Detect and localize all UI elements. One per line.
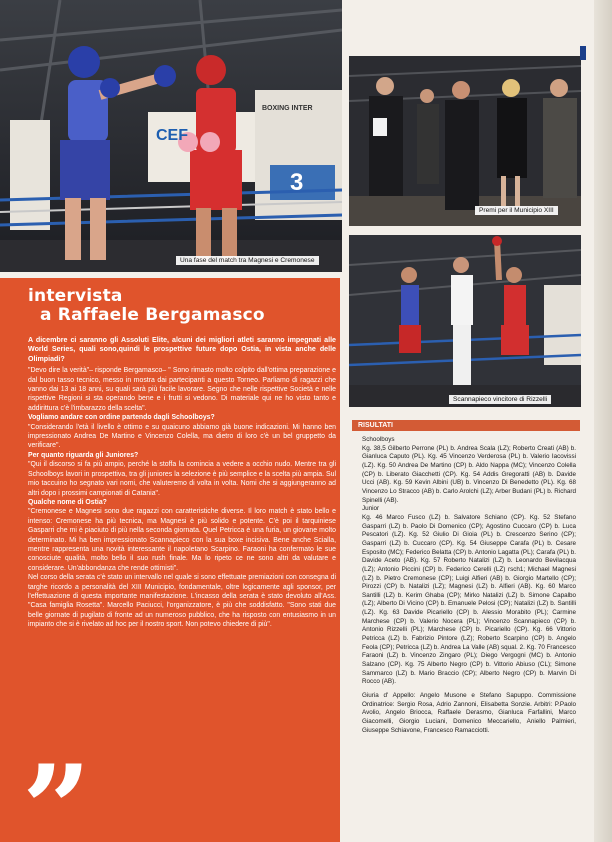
article-paragraph: "Qui il discorso si fa più ampio, perché la stoffa la comincia a vedere a occhio nudo. Mentre tra gli Schoolboys lavori in prospettiva, tra gli juniores la selezione è più semplice e la scelta più ampia. Sul mio taccuino ho segnato vari nomi, che valuteremo di volta in volta. Nomi che si aggiungeranno ad altri dopo i prossimi campionati di Catania". — [28, 461, 336, 497]
banner-text: CEF — [156, 127, 188, 144]
article-paragraph: "Cremonese e Magnesi sono due ragazzi con caratteristiche diverse. Il loro match è stato bello e intenso: Cremonese ha più tecnica, ma Magnesi è più solido e potente. C'è poi il tarquiniese Gasparri che mi è piaciuto di più nella seconda giornata. Quel Petricca è una furia, un giovane molto determinato. Mi ha ben impressionato Scannapieco con la sua boxe incisiva. Bene anche Scialla, mentre rappresenta una novità interessante il napoletano Scarpino. Faraoni ha confermato le sue conosciute qualità, molto bello il suo rush finale. Ma lo ripeto ce ne sono altri da valutare e considerare. Un'abbondanza che rende ottimisti". — [28, 508, 336, 572]
article-paragraph: "Considerando l'età il livello è ottimo e su quaicuno abbiamo già buone indicazioni. Mi hanno ben impressionato Andrea De Martino e Vincenzo Colella, ma dietro di loro c'è un bel gruppetto da verificare". — [28, 423, 336, 450]
main-photo-scene — [0, 0, 342, 272]
awards-photo-scene — [349, 56, 581, 226]
main-photo-caption: Una fase del match tra Magnesi e Cremonese — [176, 256, 319, 265]
article-question: Vogliamo andare con ordine partendo dagli Schoolboys? — [28, 414, 215, 422]
article-paragraph: "Devo dire la verità"– risponde Bergamasco– " Sono rimasto molto colpito dall'ottima preparazione e dal buon tasso tecnico, messo in mostra dai partecipanti a questo Torneo. Parliamo di ragazzi che vanno dai 13 ai 18 anni, su quali sarà più facile lavorare. Segno che nelle rispettive Società e nelle rispettive Regioni si sta operando bene e i frutti si vedono. Di materiale qui ne ho visto tanto e addirittura c'è l'imbarazzo della scelta". — [28, 367, 336, 412]
article-question: Qualche nome di Ostia? — [28, 498, 107, 506]
results-entries: Kg. 46 Marco Fusco (LZ) b. Salvatore Schiano (CP). Kg. 52 Stefano Gasparri (LZ) b. Paolo Di Domenico (CP); Agostino Cuccaro (CP) b. Luca Pescatori (LZ). Kg. 52 Giulio Di Gioia (PL) b. Crescenzo Serino (CP); Gasparri (LZ) b. Cuccaro (CP). Kg. 54 Giuseppe Carafa (PL) b. Cesare Esposito (MC); Federico Belatta (CP) b. Antonio Lagatta (PL); Carafa (PL) b. Davide Aceto (AB). Kg. 57 Roberto Natalizi (LZ) b. Leonardo Bevilacqua (LZ); Antonio Piccini (CP) b. Federico Cerelli (LZ) rsch1; Michael Magnesi (LZ) b. Pietro Cremonese (CP); Luigi Alfieri (AB) b. Giorgio Martello (CP); Pirozzi (CP) b. Natalizi (LZ); Magnesi (LZ) b. Alfieri (AB). Kg. 60 Marco Santilli (LZ) b. Kerim Ghaba (CP); Mirko Natalizi (LZ) b. Simone Capalbo (LZ); Alberto Di Vicino (CP) b. Emanuele Pelosi (CP); Natalizi (LZ) b. Santilli (LZ). Kg. 63 Davide Picariello (CP) b. Alessio Morabito (PL); Carmine Marchese (CP) b. Valerio Nocera (PL); Vincenzo Scannapieco (CP) b. Antonio Rizzelli (PL); Marchese (CP) b. Picariello (CP). Kg. 66 Vittorio Petricca (LZ) b. Fabrizio Pintore (LZ); Roberto Scarpino (CP) b. Angelo Feola (CP); Petricca (LZ) b. Andrea La Valle (AB) squal. 2. Kg. 70 Francesco Faraoni (LZ) b. Vincenzo Zingaro (PL); Diego Vergogni (MC) b. Antonio Salzano (CP). Kg. 75 Alberto Negro (CP) b. Vittorio Abiuso (CL); Simone Sammarco (LZ) b. Mario Braccio (CP); Alberto Negro (CP) b. Marvin Di Rocco (AB). — [362, 513, 576, 686]
results-category: Junior — [362, 505, 380, 513]
page-tab-marker — [580, 46, 586, 60]
page-edge — [594, 0, 612, 842]
winner-photo — [349, 235, 581, 407]
article-question: Per quanto riguarda gli Juniores? — [28, 451, 139, 459]
article-title-line2: a Raffaele Bergamasco — [40, 305, 265, 325]
winner-photo-caption: Scannapieco vincitore di Rizzelli — [449, 395, 551, 404]
results-category: Schoolboys — [362, 436, 395, 443]
closing-quote-icon: ” — [22, 739, 92, 842]
awards-photo — [349, 56, 581, 226]
article-title-line1: intervista — [28, 286, 123, 306]
winner-photo-scene — [349, 235, 581, 407]
article-body — [28, 336, 336, 630]
awards-photo-caption: Premi per il Municipio XIII — [475, 206, 558, 215]
main-photo — [0, 0, 342, 272]
article-paragraph: Nel corso della serata c'è stato un intervallo nel quale si sono effettuate premiazioni con consegna di targhe ricordo a personalità del XIII Municipio, fondamentale, oltre logicamente agli sponsor, per l'effettuazione di questa importante manifestazione. L'incasso della serata è stato devoluto all'Ass. "Casa famiglia Rosetta". Marcello Paciucci, l'organizzatore, è più che soddisfatto. "Sono stati due belle giornate di pugilato di fronte ad un numeroso pubblico, che ha risposto con entusiasmo in un impianto che si è rivelato ad hoc per il nostro sport. Non potevo chiedere di più". — [28, 574, 336, 629]
results-entries: Kg. 38,5 Gilberto Perrone (PL) b. Andrea Scala (LZ); Roberto Creati (AB) b. Gianluca Caputo (PL). Kg. 45 Vincenzo Verderosa (PL) b. Valerio Iacovissi (LZ). Kg. 50 Andrea De Martino (CP) b. Aldo Nappa (MC); Vincenzo Colella (CP) b. Liberato Giacchetti (CP). Kg. 54 Addis Gregoratti (AB) b. Davide Ucci (AB). Kg. 59 Kevin Albini (UB) b. Vincenzo Di Benedetto (PL). Kg. 68 Vincenzo Lo Stracco (AB) b. Carlo Arolchi (LZ); Arber Budani (PL) b. Richard Spinelli (AB). — [362, 444, 576, 504]
results-header: RISULTATI — [352, 420, 580, 431]
results-jury: Giuria d' Appello: Angelo Musone e Stefano Sapuppo. Commissione Ordinatrice: Sergio Rosa, Adrio Zannoni, Elisabetta Sonzie. Arbitri: P.Paolo Avolio, Angelo Briocca, Raffaele Derasmo, Gianluca Farfallini, Marco Giacomelli, Giorgio Luciani, Domenico Meccariello, Aniello Palmieri, Giuseppe Schiavone, Francesco Ramacciotti. — [362, 692, 576, 734]
article-lead: A dicembre ci saranno gli Assoluti Elite, alcuni dei migliori atleti saranno impegnati alle World Series, quali sono,quindi le prospettive future dopo Ostia, in vista anche delle Olimpiadi? — [28, 336, 336, 363]
banner-number: 3 — [290, 169, 304, 196]
banner-label: BOXING INTER — [262, 105, 313, 112]
results-list — [362, 436, 576, 735]
